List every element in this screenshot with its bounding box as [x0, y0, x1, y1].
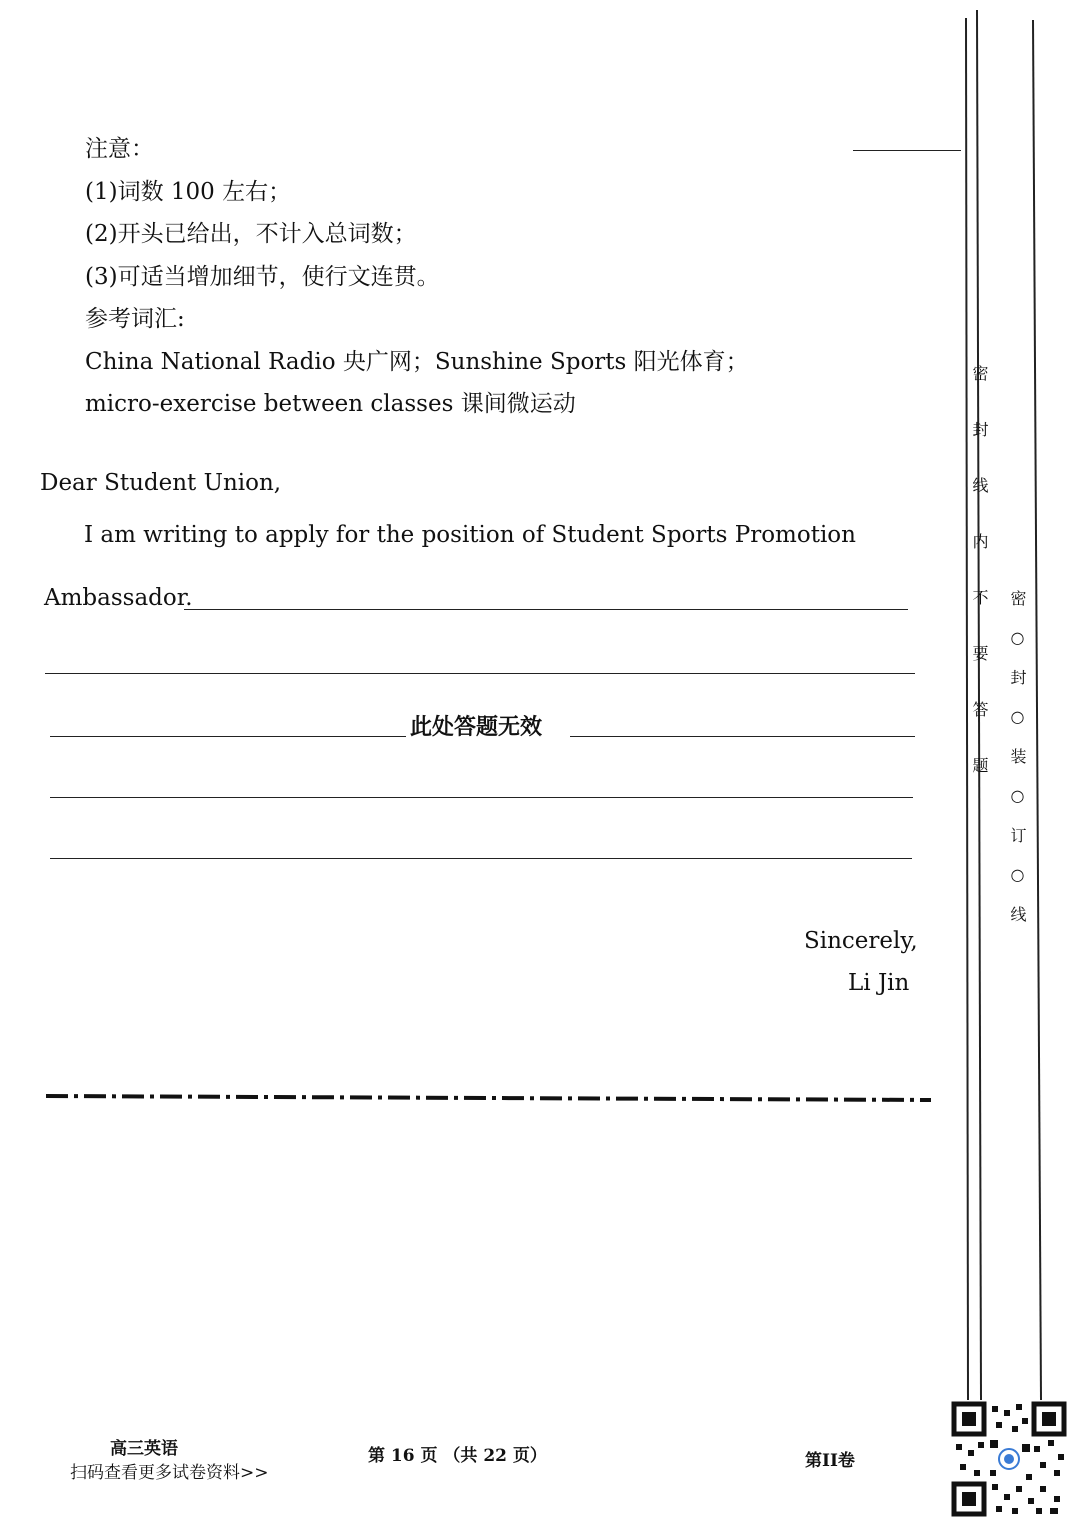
answer-line[interactable]: [570, 736, 915, 737]
seal-text-inner: 密封线内不要答题: [970, 365, 989, 813]
rule-opening-given: (2)开头已给出，不计入总词数；: [85, 221, 417, 247]
seal-text-outer: 密○封○装○订○线: [1008, 590, 1027, 944]
closing: Sincerely,: [804, 928, 918, 954]
answer-line[interactable]: [45, 673, 915, 674]
scan-prompt[interactable]: 扫码查看更多试卷资料>>: [70, 1463, 269, 1483]
cut-line: [46, 1088, 934, 1108]
vocab-line-1: China National Radio 央广网；Sunshine Sports 阳光体育；: [85, 348, 749, 375]
volume-label: 第II卷: [805, 1451, 855, 1471]
answer-line[interactable]: [50, 736, 406, 737]
rule-add-details: (3)可适当增加细节，使行文连贯。: [85, 263, 440, 290]
footer-subject: 高三英语: [110, 1439, 178, 1459]
instructions: [85, 128, 749, 426]
notes-heading: 注意：: [85, 136, 154, 162]
qr-code[interactable]: [950, 1400, 1068, 1518]
salutation: Dear Student Union,: [40, 470, 282, 496]
letter-opening-end: Ambassador.: [44, 585, 193, 611]
vocab-line-2: micro-exercise between classes 课间微运动: [85, 391, 576, 417]
page-number: 第 16 页 （共 22 页）: [368, 1446, 547, 1466]
letter-opening-line: I am writing to apply for the position of Student Sports Promotion: [84, 522, 856, 548]
signature: Li Jin: [848, 970, 910, 996]
rule-word-count: (1)词数 100 左右；: [85, 178, 292, 205]
invalid-area-notice: 此处答题无效: [410, 714, 543, 740]
answer-line[interactable]: [50, 797, 913, 798]
answer-line[interactable]: [184, 609, 908, 610]
vocab-heading: 参考词汇:: [85, 306, 185, 332]
answer-line[interactable]: [50, 858, 912, 859]
top-right-rule: [853, 150, 961, 151]
